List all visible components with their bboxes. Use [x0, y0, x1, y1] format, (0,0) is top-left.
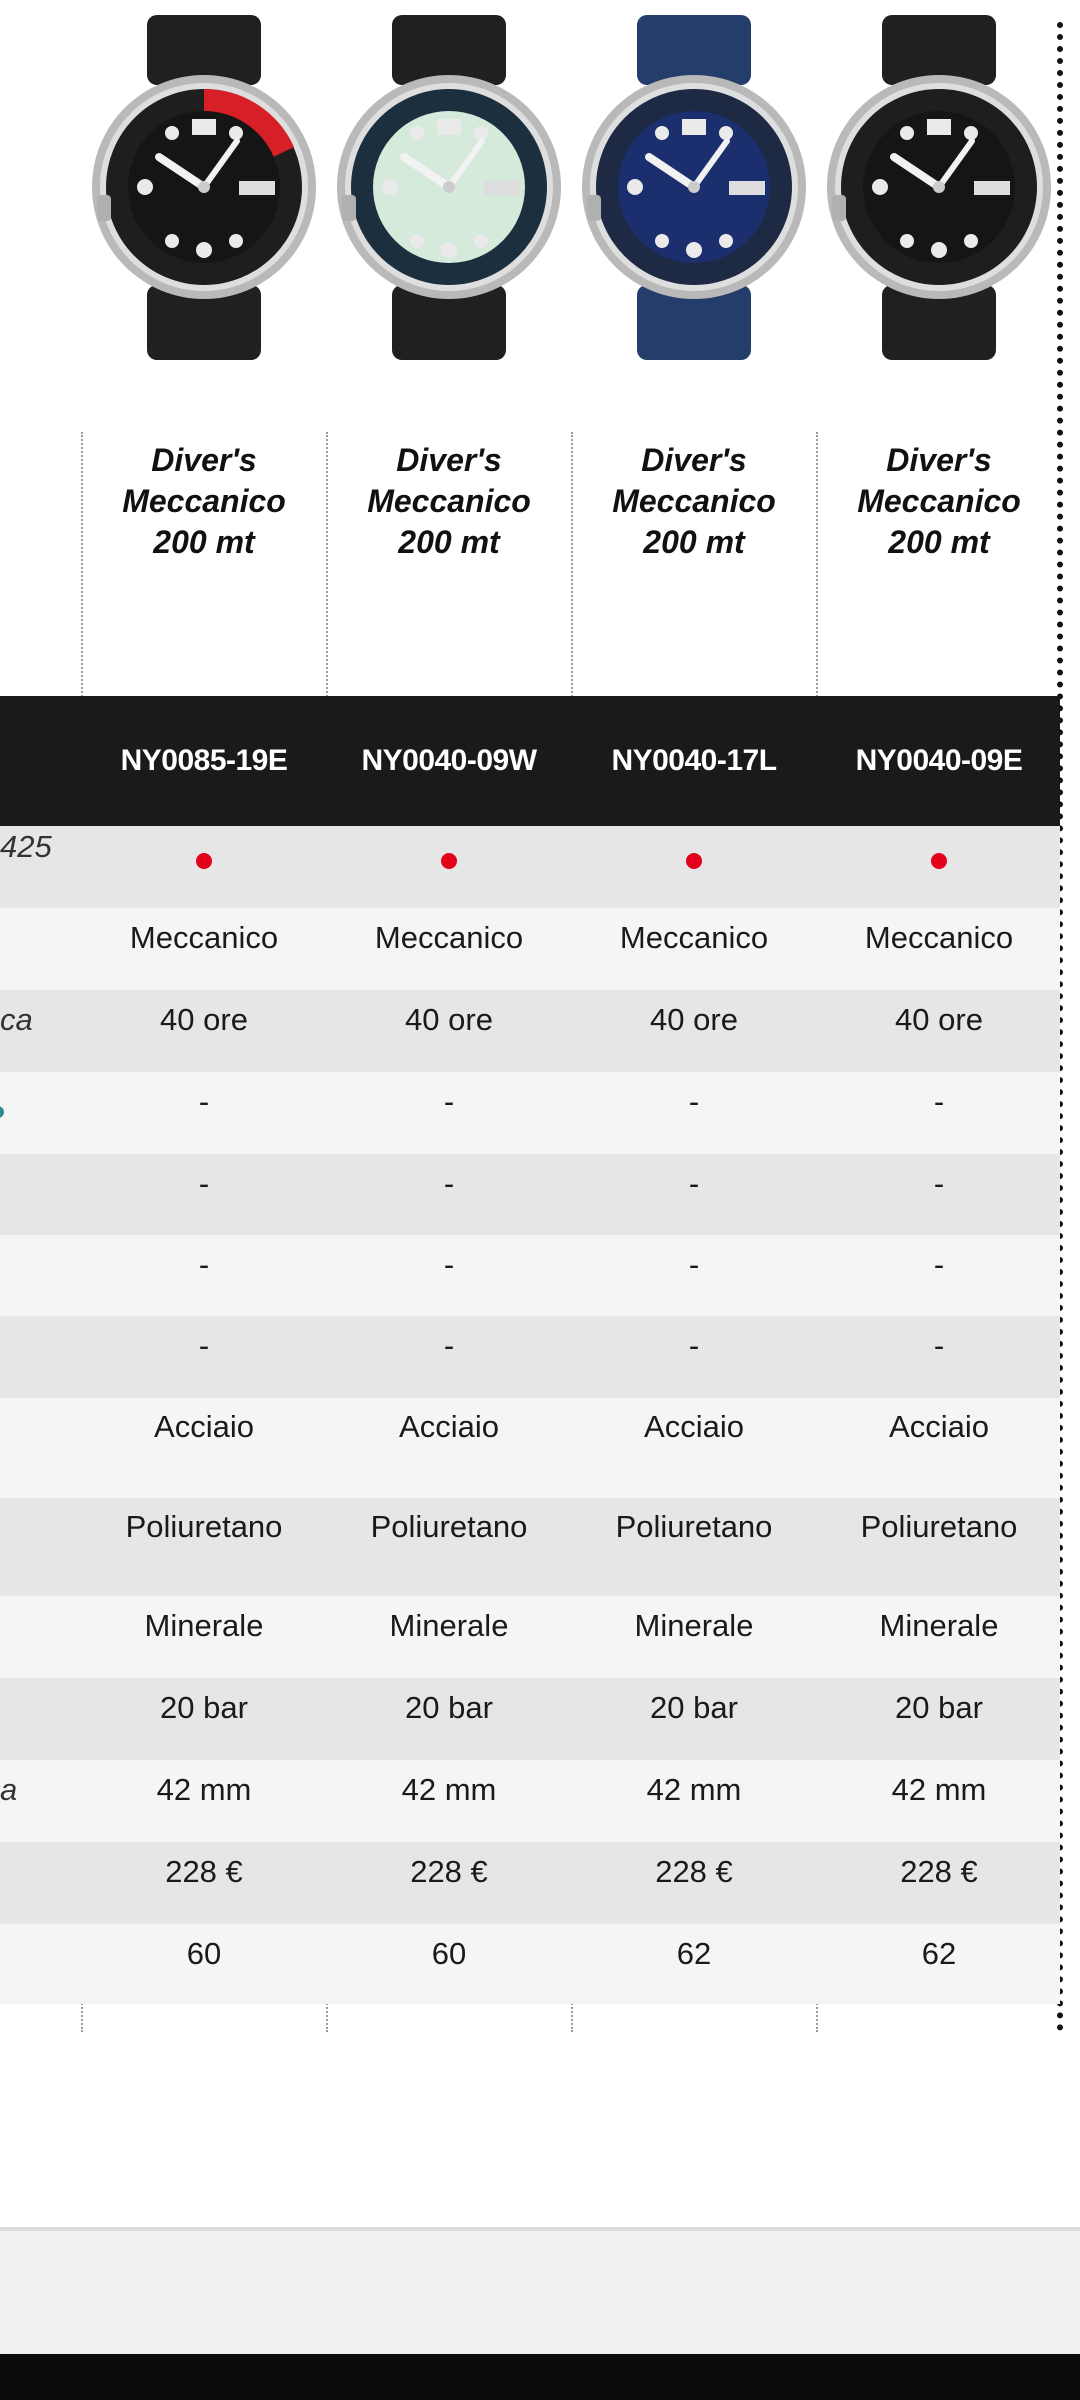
spec-value: 228 € — [655, 1854, 733, 1889]
spec-value: Acciaio — [399, 1409, 499, 1444]
model-name: Diver's Meccanico 200 mt — [367, 442, 531, 560]
spec-value: 60 — [431, 1936, 467, 1971]
spec-value: 40 ore — [405, 1002, 493, 1037]
availability-dot-icon — [327, 826, 571, 892]
watch-image[interactable] — [89, 15, 319, 360]
model-code: NY0040-09E — [855, 744, 1023, 777]
spec-value: Minerale — [389, 1608, 509, 1643]
spec-value: - — [933, 1328, 945, 1363]
red-dot-icon — [931, 853, 947, 869]
table-row — [0, 1072, 1060, 1154]
table-row — [0, 1924, 1060, 2004]
spec-value: 60 — [186, 1936, 222, 1971]
availability-dot-icon — [817, 826, 1061, 892]
model-code: NY0085-19E — [120, 744, 288, 777]
watch-image[interactable] — [334, 15, 564, 360]
row-marker-icon — [0, 1106, 4, 1118]
row-label: 425 — [0, 829, 52, 864]
table-row — [0, 1842, 1060, 1924]
spec-value: - — [198, 1247, 210, 1282]
spec-value: Minerale — [144, 1608, 264, 1643]
spec-value: 42 mm — [891, 1772, 987, 1807]
red-dot-icon — [196, 853, 212, 869]
spec-value: - — [688, 1166, 700, 1201]
spec-value: - — [688, 1084, 700, 1119]
spec-value: Meccanico — [864, 920, 1014, 955]
card-divider — [0, 2227, 1080, 2231]
spec-value: 20 bar — [895, 1690, 983, 1725]
table-row — [0, 1678, 1060, 1760]
red-dot-icon — [686, 853, 702, 869]
spec-value: 20 bar — [160, 1690, 248, 1725]
spec-value: Minerale — [634, 1608, 754, 1643]
spec-value: - — [443, 1247, 455, 1282]
spec-value: 62 — [921, 1936, 957, 1971]
spec-value: 62 — [676, 1936, 712, 1971]
spec-value: - — [198, 1328, 210, 1363]
watch-images-row — [0, 0, 1080, 380]
red-dot-icon — [441, 853, 457, 869]
table-row — [0, 908, 1060, 990]
spec-value: 42 mm — [156, 1772, 252, 1807]
table-row — [0, 1398, 1060, 1498]
spec-value: - — [688, 1247, 700, 1282]
spec-value: 40 ore — [160, 1002, 248, 1037]
model-name: Diver's Meccanico 200 mt — [612, 442, 776, 560]
table-row — [0, 990, 1060, 1072]
spec-value: Acciaio — [644, 1409, 744, 1444]
spec-value: Acciaio — [889, 1409, 989, 1444]
row-label: a — [0, 1772, 18, 1807]
table-row — [0, 826, 1060, 908]
spec-value: - — [933, 1084, 945, 1119]
model-name: Diver's Meccanico 200 mt — [122, 442, 286, 560]
watch-image[interactable] — [824, 15, 1054, 360]
row-label: ca — [0, 1002, 33, 1037]
spec-value: - — [933, 1247, 945, 1282]
table-row — [0, 1596, 1060, 1678]
table-row — [0, 1154, 1060, 1235]
spec-value: 228 € — [410, 1854, 488, 1889]
spec-value: 40 ore — [895, 1002, 983, 1037]
spec-value: 20 bar — [405, 1690, 493, 1725]
spec-value: 42 mm — [401, 1772, 497, 1807]
spec-value: Meccanico — [129, 920, 279, 955]
model-code: NY0040-09W — [361, 744, 537, 777]
spec-value: 20 bar — [650, 1690, 738, 1725]
model-names-row — [0, 440, 1080, 690]
spec-value: - — [688, 1328, 700, 1363]
model-code: NY0040-17L — [611, 744, 777, 777]
model-name: Diver's Meccanico 200 mt — [857, 442, 1021, 560]
table-row — [0, 1316, 1060, 1398]
availability-dot-icon — [82, 826, 326, 892]
spec-value: - — [443, 1166, 455, 1201]
system-navigation-bar — [0, 2354, 1080, 2400]
availability-dot-icon — [572, 826, 816, 892]
spec-value: Minerale — [879, 1608, 999, 1643]
spec-value: Poliuretano — [860, 1509, 1018, 1544]
spec-value: - — [198, 1166, 210, 1201]
spec-value: - — [443, 1084, 455, 1119]
spec-value: - — [198, 1084, 210, 1119]
model-codes-header — [0, 696, 1060, 826]
table-row — [0, 1760, 1060, 1842]
spec-value: - — [933, 1166, 945, 1201]
watch-image[interactable] — [579, 15, 809, 360]
table-row — [0, 1235, 1060, 1316]
table-row — [0, 1498, 1060, 1596]
spec-value: Poliuretano — [615, 1509, 773, 1544]
spec-value: Meccanico — [374, 920, 524, 955]
spec-value: 42 mm — [646, 1772, 742, 1807]
spec-value: Poliuretano — [370, 1509, 528, 1544]
spec-value: 40 ore — [650, 1002, 738, 1037]
spec-value: 228 € — [900, 1854, 978, 1889]
spec-value: Acciaio — [154, 1409, 254, 1444]
spec-value: Poliuretano — [125, 1509, 283, 1544]
spec-value: 228 € — [165, 1854, 243, 1889]
spec-value: Meccanico — [619, 920, 769, 955]
spec-value: - — [443, 1328, 455, 1363]
